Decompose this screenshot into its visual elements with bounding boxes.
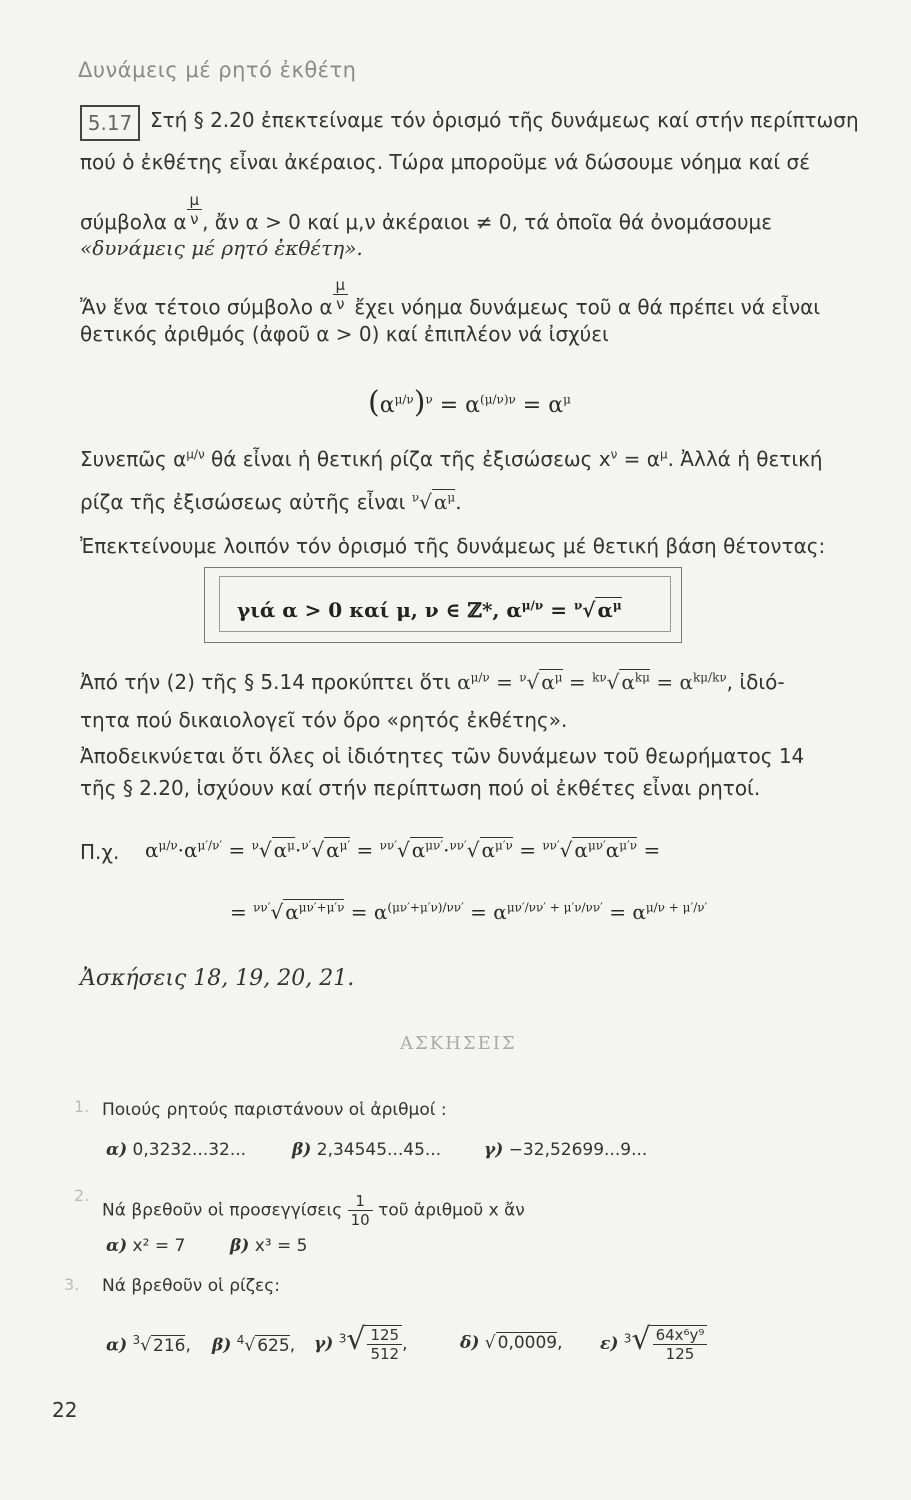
p3-line1-c: = α [623, 447, 660, 471]
exercises-ref: Ἀσκήσεις 18, 19, 20, 21. [80, 966, 355, 991]
p3-line1-b: θά εἶναι ἡ θετική ρίζα τῆς ἐξισώσεως x [211, 447, 611, 471]
section-title: Δυνάμεις μέ ρητό ἐκθέτη [78, 58, 357, 82]
ex2-fraction: $\frac{1}{10}$ [348, 1192, 373, 1229]
definition-text: γιά α > 0 καί μ, ν ∈ ℤ*, $\alpha^{\mu/\nu} = ^\nu√$ $\alpha^\mu$ [237, 598, 622, 622]
definition-box [204, 567, 682, 643]
ex3-option-b: β) $^4$√ 625, [212, 1333, 296, 1356]
ex3-option-e: ε) $^3$√ $\frac{\text{64x⁶y⁹}}{125}$ [600, 1322, 707, 1363]
ex2-text-b: τοῦ ἀριθμοῦ x ἄν [378, 1200, 525, 1221]
p3-line1: Συνεπῶς $\alpha^{\mu/\nu}$ θά εἶναι ἡ θετική ρίζα τῆς ἐξισώσεως $x^\nu = \alpha^\mu$. Ἀλλά ἡ θετική [80, 447, 823, 471]
page-number: 22 [52, 1398, 78, 1422]
ex1-option-c: γ) −32,52699...9... [484, 1140, 648, 1160]
p5-line1 [80, 670, 785, 694]
exp-mu-nu-2: $\frac{\mu}{\nu}$ [333, 276, 349, 313]
ex3-option-d: δ) √ 0,0009, [460, 1333, 563, 1353]
ex1-option-a: α) 0,3232...32... [106, 1140, 247, 1160]
ex2-option-b: β) x³ = 5 [230, 1236, 308, 1256]
p5-formula: $\alpha^{\mu/\nu} = ^\nu√$ $\alpha^\mu = ^{k\nu}√$ $\alpha^{k\mu} = \alpha^{k\mu/k\nu}$ [457, 670, 727, 694]
example-line1: $\alpha^{\mu/\nu}\cdot\alpha^{\mu'/\nu'} = ^\nu√$ $\alpha^\mu\cdot^{\nu'}√$ $\alpha^{\mu'} = ^{\nu\nu'}√$ $\alpha^{\mu\nu'}\cdot^{\nu\nu'}√$ $\alpha^{\mu'\nu} = ^{\nu\nu'}√$ $\alpha^{\mu\nu'}\alpha^{\mu'\nu}$ = [145, 838, 661, 862]
exercises-heading: ΑΣΚΗΣΕΙΣ [400, 1033, 517, 1054]
ex3-text: Νά βρεθοῦν οἱ ρίζες: [102, 1276, 280, 1296]
p1-line4: «δυνάμεις μέ ρητό ἐκθέτη». [80, 236, 363, 260]
p2-line1-end: ἔχει νόημα δυνάμεως τοῦ α θά πρέπει νά εἶναι [354, 295, 821, 319]
p1-line3-start: σύμβολα α [80, 210, 187, 234]
p6-line1: Ἀποδεικνύεται ὅτι ὅλες οἱ ἰδιότητες τῶν δυνάμεων τοῦ θεωρήματος 14 [80, 744, 805, 768]
equation-1: $(\alpha^{\mu/\nu})^\nu = \alpha^{(\mu/\nu)\nu} = \alpha^\mu$ [368, 385, 571, 420]
p5-line2: τητα πού δικαιολογεῖ τόν ὅρο «ρητός ἐκθέτης». [80, 708, 568, 732]
p3-line2 [80, 490, 462, 514]
ex2-text [102, 1192, 525, 1229]
root-nu-alpha-mu: $^\nu$√ $\alpha^\mu$. [411, 490, 462, 514]
ex3-option-c: γ) $^3$√ $\frac{125}{512}$ , [314, 1322, 408, 1363]
ex3-number: 3. [64, 1275, 80, 1294]
ex2-text-a: Νά βρεθοῦν οἱ προσεγγίσεις [102, 1200, 343, 1221]
p3-line1-d: . Ἀλλά ἡ θετική [667, 447, 823, 471]
ex2-option-a: α) x² = 7 [106, 1236, 186, 1256]
p2-line2: θετικός ἀριθμός (ἀφοῦ α > 0) καί ἐπιπλέον νά ἰσχύει [80, 322, 609, 346]
ex1-option-b: β) 2,34545...45... [292, 1140, 442, 1160]
p3-line2-text: ρίζα τῆς ἐξισώσεως αὐτῆς εἶναι [80, 490, 406, 514]
section-label: 5.17 [80, 105, 140, 141]
p1-line1: Στή § 2.20 ἐπεκτείναμε τόν ὁρισμό τῆς δυνάμεως καί στήν περίπτωση [150, 108, 859, 132]
ex1-number: 1. [74, 1097, 90, 1116]
example-line2: = $^{\nu\nu'}$√ $\alpha^{\mu\nu'+\mu'\nu} = \alpha^{(\mu\nu'+\mu'\nu)/\nu\nu'} = \alpha^{\mu\nu'/\nu\nu' + \mu'\nu/\nu\nu'} = \alpha^{\mu/\nu + \mu'/\nu'}$ [230, 900, 708, 924]
p1-line3-end: , ἄν α > 0 καί μ,ν ἀκέραιοι ≠ 0, τά ὁποῖα θά ὀνομάσουμε [202, 210, 773, 234]
p6-line2: τῆς § 2.20, ἰσχύουν καί στήν περίπτωση πού οἱ ἐκθέτες εἶναι ρητοί. [80, 776, 761, 800]
ex1-text: Ποιούς ρητούς παριστάνουν οἱ ἀριθμοί : [102, 1100, 447, 1120]
example-label: Π.χ. [80, 840, 120, 864]
p5-line1-b: , ἰδιό- [726, 670, 785, 694]
exp-mu-nu: $\frac{\mu}{\nu}$ [187, 191, 203, 228]
ex3-option-a: α) $^3$√ 216, [106, 1333, 191, 1356]
definition-condition: γιά α > 0 καί μ, ν ∈ ℤ*, [237, 598, 500, 622]
ex2-number: 2. [74, 1186, 90, 1205]
p1-line2: πού ὁ ἐκθέτης εἶναι ἀκέραιος. Τώρα μποροῦμε νά δώσουμε νόημα καί σέ [80, 150, 811, 174]
p5-line1-a: Ἀπό τήν (2) τῆς § 5.14 προκύπτει ὅτι [80, 670, 451, 694]
p3-line1-a: Συνεπῶς α [80, 447, 187, 471]
p4-line1: Ἐπεκτείνουμε λοιπόν τόν ὁρισμό τῆς δυνάμεως μέ θετική βάση θέτοντας: [80, 534, 826, 558]
p2-line1-start: Ἄν ἕνα τέτοιο σύμβολο α [80, 295, 333, 319]
